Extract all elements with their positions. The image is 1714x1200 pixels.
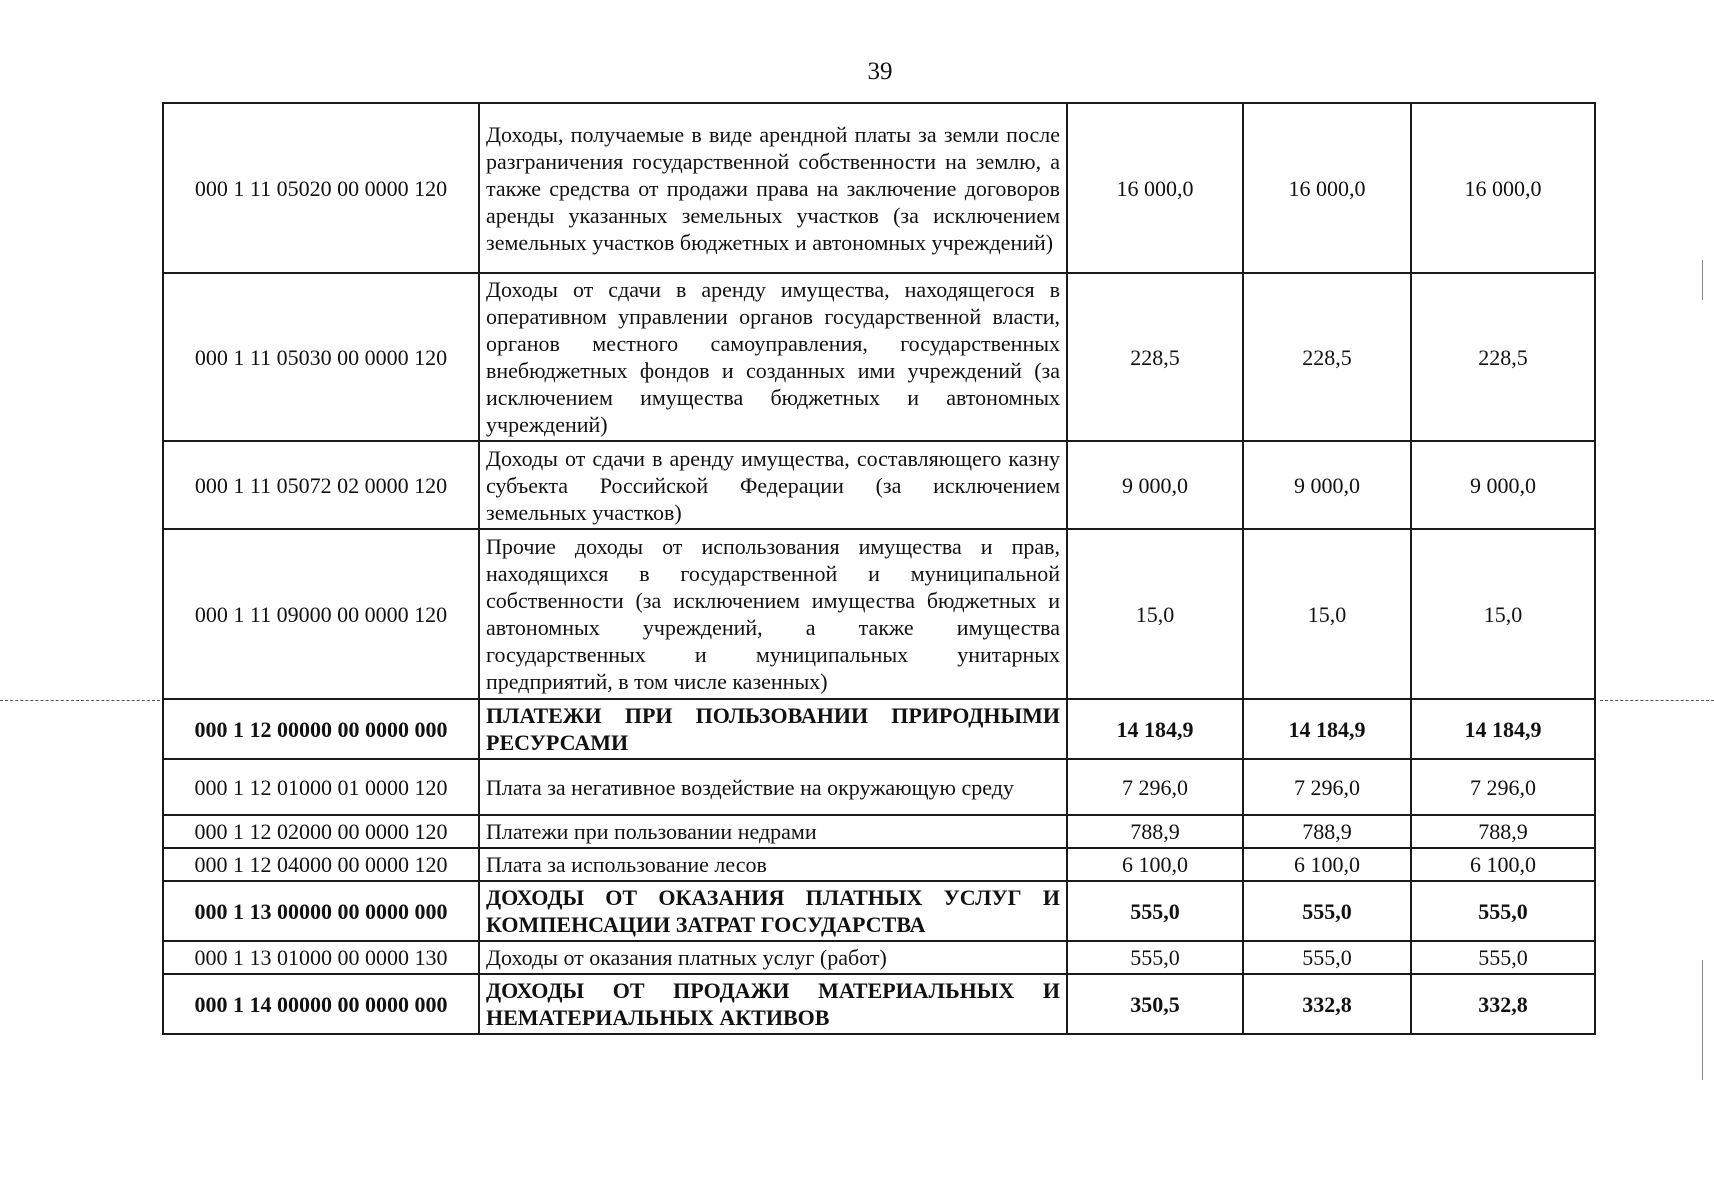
budget-code-cell: 000 1 11 09000 00 0000 120 (163, 529, 479, 699)
table-row (163, 699, 1595, 759)
amount-cell-year-2: 16 000,0 (1243, 103, 1411, 273)
amount-cell-year-2: 7 296,0 (1243, 759, 1411, 815)
amount-cell-year-2: 788,9 (1243, 815, 1411, 848)
amount-cell-year-2: 6 100,0 (1243, 848, 1411, 881)
amount-cell-year-1: 228,5 (1067, 273, 1243, 441)
amount-cell-year-3: 14 184,9 (1411, 699, 1595, 759)
description-cell: ПЛАТЕЖИ ПРИ ПОЛЬЗОВАНИИ ПРИРОДНЫМИ РЕСУРСАМИ (479, 699, 1067, 759)
amount-cell-year-1: 788,9 (1067, 815, 1243, 848)
description-cell: Плата за негативное воздействие на окружающую среду (479, 759, 1067, 815)
amount-cell-year-3: 788,9 (1411, 815, 1595, 848)
revenue-table (162, 102, 1596, 1035)
scan-artifact-line (1600, 700, 1714, 701)
budget-code-cell: 000 1 12 04000 00 0000 120 (163, 848, 479, 881)
budget-code-cell: 000 1 12 01000 01 0000 120 (163, 759, 479, 815)
amount-cell-year-3: 6 100,0 (1411, 848, 1595, 881)
description-cell: Доходы от сдачи в аренду имущества, находящегося в оперативном управлении органов государственной власти, органов местного самоуправления, государственных внебюджетных фондов и созданных ими учреждений (за исключением имущества бюджетных и автономных учреждений) (479, 273, 1067, 441)
amount-cell-year-3: 555,0 (1411, 881, 1595, 941)
page-number: 39 (867, 58, 893, 85)
amount-cell-year-2: 555,0 (1243, 881, 1411, 941)
amount-cell-year-3: 16 000,0 (1411, 103, 1595, 273)
amount-cell-year-3: 9 000,0 (1411, 441, 1595, 529)
amount-cell-year-2: 555,0 (1243, 941, 1411, 974)
amount-cell-year-2: 228,5 (1243, 273, 1411, 441)
amount-cell-year-1: 7 296,0 (1067, 759, 1243, 815)
budget-code-cell: 000 1 13 00000 00 0000 000 (163, 881, 479, 941)
table-row (163, 941, 1595, 974)
amount-cell-year-3: 555,0 (1411, 941, 1595, 974)
budget-code-cell: 000 1 11 05072 02 0000 120 (163, 441, 479, 529)
amount-cell-year-2: 9 000,0 (1243, 441, 1411, 529)
table-row (163, 974, 1595, 1034)
description-cell: Плата за использование лесов (479, 848, 1067, 881)
scan-artifact-line (0, 700, 160, 701)
budget-code-cell: 000 1 12 00000 00 0000 000 (163, 699, 479, 759)
amount-cell-year-1: 555,0 (1067, 881, 1243, 941)
budget-code-cell: 000 1 12 02000 00 0000 120 (163, 815, 479, 848)
table-row (163, 848, 1595, 881)
revenue-table-body (163, 103, 1595, 1034)
amount-cell-year-3: 7 296,0 (1411, 759, 1595, 815)
amount-cell-year-2: 14 184,9 (1243, 699, 1411, 759)
description-cell: Доходы от оказания платных услуг (работ) (479, 941, 1067, 974)
amount-cell-year-1: 15,0 (1067, 529, 1243, 699)
description-cell: Прочие доходы от использования имущества и прав, находящихся в государственной и муниципальной собственности (за исключением имущества бюджетных и автономных учреждений, а также имущества государственных и муниципальных унитарных предприятий, в том числе казенных) (479, 529, 1067, 699)
amount-cell-year-3: 228,5 (1411, 273, 1595, 441)
amount-cell-year-1: 350,5 (1067, 974, 1243, 1034)
amount-cell-year-1: 6 100,0 (1067, 848, 1243, 881)
table-row (163, 759, 1595, 815)
description-cell: Платежи при пользовании недрами (479, 815, 1067, 848)
amount-cell-year-1: 555,0 (1067, 941, 1243, 974)
table-row (163, 441, 1595, 529)
scan-edge-mark (1702, 960, 1703, 1080)
description-cell: ДОХОДЫ ОТ ПРОДАЖИ МАТЕРИАЛЬНЫХ И НЕМАТЕРИАЛЬНЫХ АКТИВОВ (479, 974, 1067, 1034)
amount-cell-year-1: 9 000,0 (1067, 441, 1243, 529)
table-row (163, 881, 1595, 941)
amount-cell-year-3: 332,8 (1411, 974, 1595, 1034)
table-row (163, 815, 1595, 848)
amount-cell-year-3: 15,0 (1411, 529, 1595, 699)
budget-code-cell: 000 1 11 05020 00 0000 120 (163, 103, 479, 273)
description-cell: Доходы, получаемые в виде арендной платы за земли после разграничения государственной собственности на землю, а также средства от продажи права на заключение договоров аренды указанных земельных участков (за исключением земельных участков бюджетных и автономных учреждений) (479, 103, 1067, 273)
amount-cell-year-1: 16 000,0 (1067, 103, 1243, 273)
amount-cell-year-2: 332,8 (1243, 974, 1411, 1034)
budget-code-cell: 000 1 13 01000 00 0000 130 (163, 941, 479, 974)
amount-cell-year-1: 14 184,9 (1067, 699, 1243, 759)
table-row (163, 529, 1595, 699)
description-cell: Доходы от сдачи в аренду имущества, составляющего казну субъекта Российской Федерации (за исключением земельных участков) (479, 441, 1067, 529)
scan-edge-mark (1702, 260, 1703, 300)
budget-code-cell: 000 1 11 05030 00 0000 120 (163, 273, 479, 441)
table-row (163, 273, 1595, 441)
description-cell: ДОХОДЫ ОТ ОКАЗАНИЯ ПЛАТНЫХ УСЛУГ И КОМПЕНСАЦИИ ЗАТРАТ ГОСУДАРСТВА (479, 881, 1067, 941)
budget-code-cell: 000 1 14 00000 00 0000 000 (163, 974, 479, 1034)
table-row (163, 103, 1595, 273)
amount-cell-year-2: 15,0 (1243, 529, 1411, 699)
